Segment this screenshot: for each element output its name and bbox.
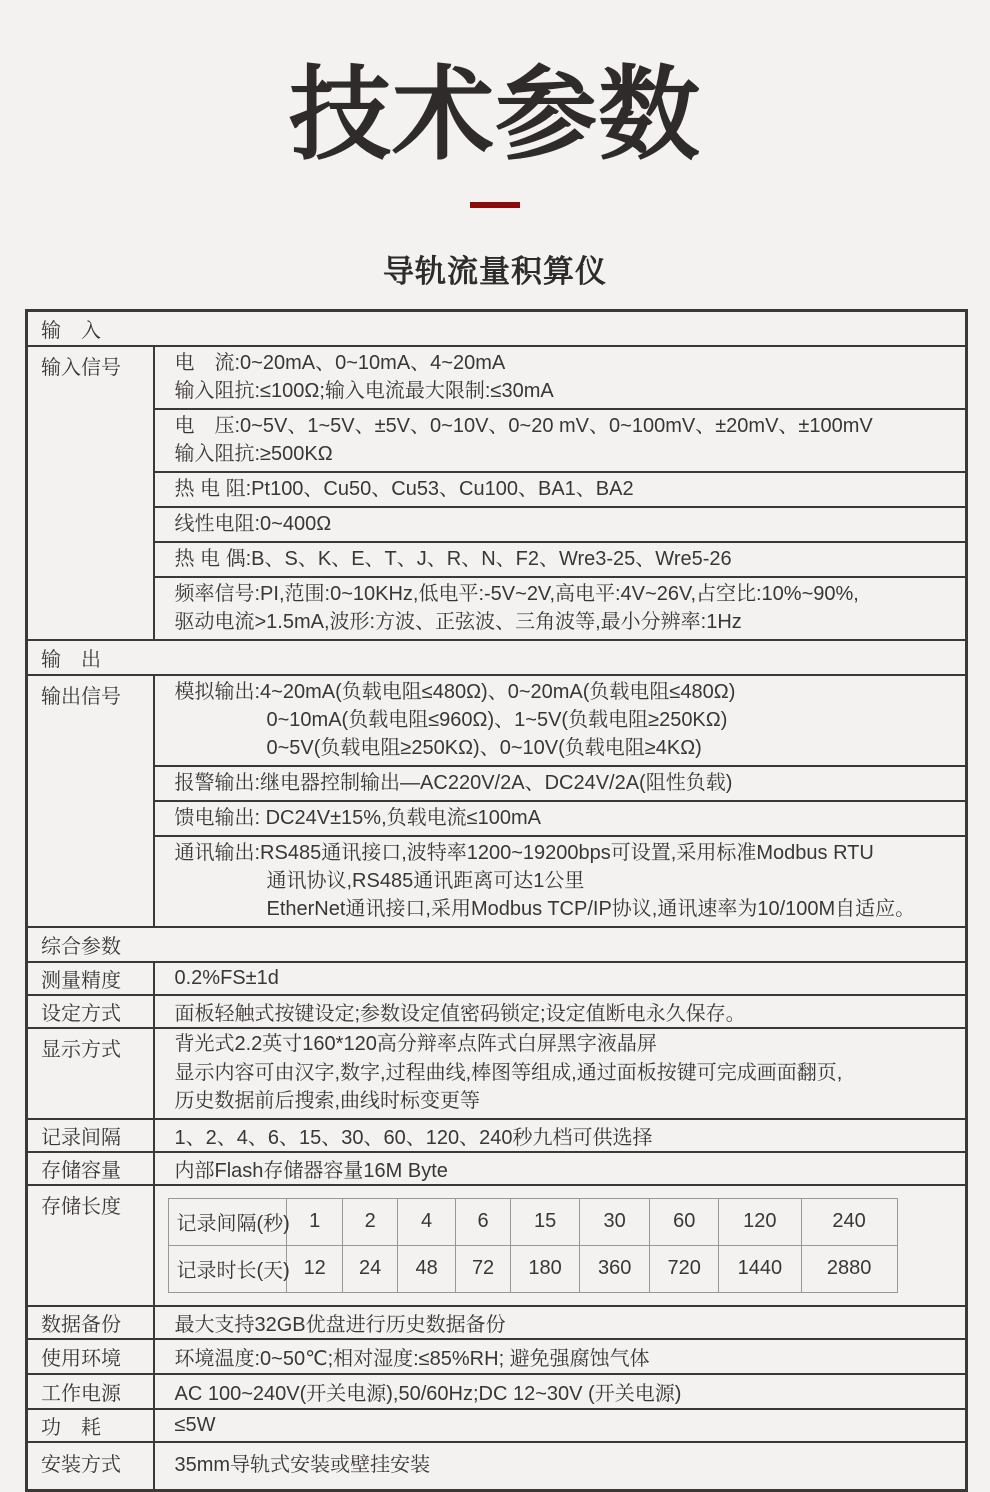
duration-value: 180 bbox=[511, 1245, 580, 1292]
row-record-interval bbox=[27, 1119, 967, 1152]
output-comm-spec bbox=[155, 837, 966, 926]
duration-value: 48 bbox=[398, 1245, 455, 1292]
row-value: ≤5W bbox=[154, 1409, 967, 1442]
duration-value: 720 bbox=[650, 1245, 719, 1292]
interval-value: 30 bbox=[579, 1198, 650, 1245]
input-current-spec bbox=[155, 347, 966, 410]
row-environment bbox=[27, 1339, 967, 1374]
row-label: 功 耗 bbox=[27, 1409, 154, 1442]
spec-line: EtherNet通讯接口,采用Modbus TCP/IP协议,通讯速率为10/100M自适应。 bbox=[266, 898, 916, 921]
spec-line: 频率信号:PI,范围:0~10KHz,低电平:-5V~2V,高电平:4V~26V,占空比:10%~90%, bbox=[174, 583, 859, 606]
interval-value: 15 bbox=[511, 1198, 580, 1245]
section-row-general bbox=[27, 927, 967, 962]
spec-line: 电 压:0~5V、1~5V、±5V、0~10V、0~20 mV、0~100mV、±20mV、±100mV bbox=[174, 415, 873, 438]
spec-line: 热 电 偶:B、S、K、E、T、J、R、N、F2、Wre3-25、Wre5-26 bbox=[174, 548, 732, 571]
row-mounting bbox=[27, 1442, 967, 1491]
interval-value: 4 bbox=[398, 1198, 455, 1245]
input-voltage-spec bbox=[155, 410, 966, 473]
input-frequency-spec bbox=[155, 578, 966, 639]
output-signal-stack bbox=[154, 675, 967, 927]
storage-row-label: 记录间隔(秒) bbox=[168, 1198, 287, 1245]
duration-value: 2880 bbox=[801, 1245, 897, 1292]
row-measure-accuracy bbox=[27, 962, 967, 995]
storage-interval-row bbox=[168, 1198, 897, 1245]
section-row-input bbox=[27, 311, 967, 347]
spec-line: 历史数据前后搜索,曲线时标变更等 bbox=[174, 1090, 481, 1113]
spec-line: 线性电阻:0~400Ω bbox=[174, 513, 332, 536]
row-label: 数据备份 bbox=[27, 1306, 154, 1339]
row-label: 显示方式 bbox=[27, 1028, 154, 1119]
interval-value: 120 bbox=[719, 1198, 802, 1245]
row-label: 工作电源 bbox=[27, 1374, 154, 1409]
row-label: 设定方式 bbox=[27, 995, 154, 1028]
row-label: 存储长度 bbox=[27, 1185, 154, 1306]
spec-line: 驱动电流>1.5mA,波形:方波、正弦波、三角波等,最小分辨率:1Hz bbox=[174, 611, 742, 634]
row-value: 内部Flash存储器容量16M Byte bbox=[154, 1152, 967, 1185]
interval-value: 6 bbox=[455, 1198, 510, 1245]
spec-line: 馈电输出: DC24V±15%,负载电流≤100mA bbox=[174, 807, 541, 830]
display-mode-cell bbox=[154, 1028, 967, 1119]
row-data-backup bbox=[27, 1306, 967, 1339]
section-title: 输 出 bbox=[27, 640, 967, 675]
row-label: 记录间隔 bbox=[27, 1119, 154, 1152]
row-storage-capacity bbox=[27, 1152, 967, 1185]
row-display-mode bbox=[27, 1028, 967, 1119]
duration-value: 12 bbox=[287, 1245, 342, 1292]
duration-value: 1440 bbox=[719, 1245, 802, 1292]
spec-line: 输入阻抗:≥500KΩ bbox=[174, 443, 333, 466]
spec-line: 输入阻抗:≤100Ω;输入电流最大限制:≤30mA bbox=[174, 380, 554, 403]
interval-value: 240 bbox=[801, 1198, 897, 1245]
row-input-signal bbox=[27, 346, 967, 640]
input-thermocouple-spec bbox=[155, 543, 966, 578]
section-title: 综合参数 bbox=[27, 927, 967, 962]
row-value: 环境温度:0~50℃;相对湿度:≤85%RH; 避免强腐蚀气体 bbox=[154, 1339, 967, 1374]
row-value: 1、2、4、6、15、30、60、120、240秒九档可供选择 bbox=[154, 1119, 967, 1152]
input-rtd-spec bbox=[155, 473, 966, 508]
input-signal-stack bbox=[154, 346, 967, 640]
row-label: 输入信号 bbox=[27, 346, 154, 640]
row-label: 安装方式 bbox=[27, 1442, 154, 1491]
row-setting-mode bbox=[27, 995, 967, 1028]
page-title: 技术参数 bbox=[289, 58, 701, 172]
row-storage-length bbox=[27, 1185, 967, 1306]
interval-value: 2 bbox=[342, 1198, 397, 1245]
input-linear-resistance-spec bbox=[155, 508, 966, 543]
row-output-signal bbox=[27, 675, 967, 927]
duration-value: 24 bbox=[342, 1245, 397, 1292]
spec-line: 电 流:0~20mA、0~10mA、4~20mA bbox=[174, 352, 506, 375]
row-label: 测量精度 bbox=[27, 962, 154, 995]
output-alarm-spec bbox=[155, 767, 966, 802]
spec-line: 显示内容可由汉字,数字,过程曲线,棒图等组成,通过面板按键可完成画面翻页, bbox=[174, 1061, 843, 1084]
spec-line: 0~5V(负载电阻≥250KΩ)、0~10V(负载电阻≥4KΩ) bbox=[266, 737, 702, 760]
spec-line: 报警输出:继电器控制输出—AC220V/2A、DC24V/2A(阻性负载) bbox=[174, 772, 733, 795]
interval-value: 1 bbox=[287, 1198, 342, 1245]
sheet-header bbox=[0, 0, 990, 291]
duration-value: 360 bbox=[579, 1245, 650, 1292]
output-analog-spec bbox=[155, 676, 966, 767]
spec-line: 背光式2.2英寸160*120高分辩率点阵式白屏黑字液晶屏 bbox=[174, 1033, 657, 1056]
storage-row-label: 记录时长(天) bbox=[168, 1245, 287, 1292]
duration-value: 72 bbox=[455, 1245, 510, 1292]
row-value: 0.2%FS±1d bbox=[154, 962, 967, 995]
storage-table bbox=[168, 1198, 898, 1293]
row-label: 使用环境 bbox=[27, 1339, 154, 1374]
spec-line: 通讯协议,RS485通讯距离可达1公里 bbox=[266, 870, 585, 893]
row-value: 最大支持32GB优盘进行历史数据备份 bbox=[154, 1306, 967, 1339]
row-label: 输出信号 bbox=[27, 675, 154, 927]
spec-line: 热 电 阻:Pt100、Cu50、Cu53、Cu100、BA1、BA2 bbox=[174, 478, 634, 501]
product-subtitle: 导轨流量积算仪 bbox=[383, 254, 607, 290]
output-feed-spec bbox=[155, 802, 966, 837]
row-power-consumption bbox=[27, 1409, 967, 1442]
row-value: 面板轻触式按键设定;参数设定值密码锁定;设定值断电永久保存。 bbox=[154, 995, 967, 1028]
spec-table bbox=[25, 309, 968, 1492]
spec-line: 模拟输出:4~20mA(负载电阻≤480Ω)、0~20mA(负载电阻≤480Ω) bbox=[174, 681, 736, 704]
storage-duration-row bbox=[168, 1245, 897, 1292]
row-label: 存储容量 bbox=[27, 1152, 154, 1185]
spec-line: 0~10mA(负载电阻≤960Ω)、1~5V(负载电阻≥250KΩ) bbox=[266, 709, 728, 732]
section-title: 输 入 bbox=[27, 311, 967, 347]
spec-line: 通讯输出:RS485通讯接口,波特率1200~19200bps可设置,采用标准Modbus RTU bbox=[174, 842, 874, 865]
row-power-supply bbox=[27, 1374, 967, 1409]
row-value: AC 100~240V(开关电源),50/60Hz;DC 12~30V (开关电源) bbox=[154, 1374, 967, 1409]
row-value: 35mm导轨式安装或壁挂安装 bbox=[174, 1453, 431, 1476]
interval-value: 60 bbox=[650, 1198, 719, 1245]
storage-length-cell bbox=[154, 1185, 967, 1306]
section-row-output bbox=[27, 640, 967, 675]
